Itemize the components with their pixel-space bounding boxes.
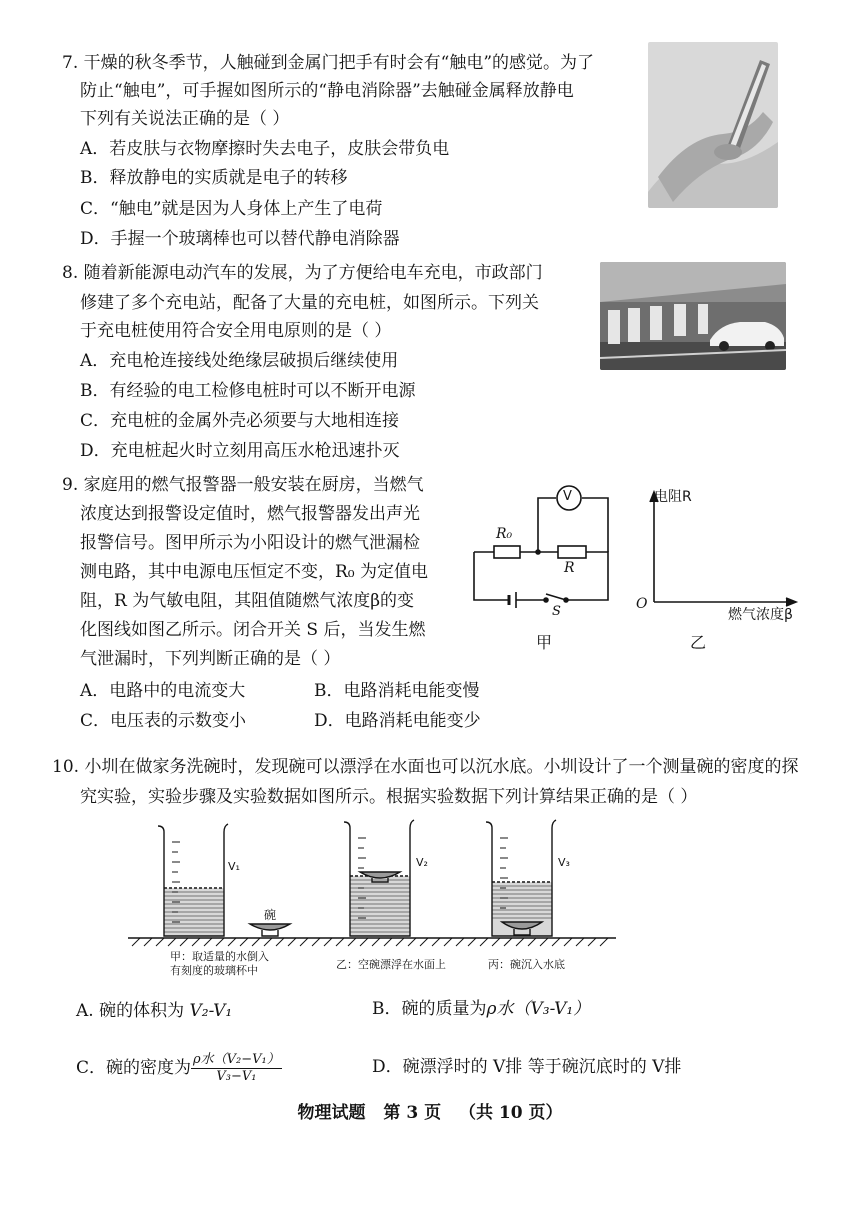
graph-caption: 乙 xyxy=(690,633,707,652)
q9-line-6: 化图线如图乙所示。闭合开关 S 后，当发生燃 xyxy=(80,620,426,640)
beaker-3 xyxy=(486,820,556,936)
v2-label: V₂ xyxy=(416,856,428,869)
q8-option-a: A．充电枪连接线处绝缘层破损后继续使用 xyxy=(80,351,399,371)
q10-option-a xyxy=(76,1000,232,1022)
footer-subject: 物理试题 xyxy=(297,1103,366,1123)
footer-page: 第 3 页 xyxy=(383,1103,442,1123)
q10-option-c-text: C．碗的密度为 xyxy=(76,1058,192,1078)
q8-line-2: 修建了多个充电站，配备了大量的充电桩，如图所示。下列关 xyxy=(80,293,539,313)
beaker-2-caption: 乙：空碗漂浮在水面上 xyxy=(336,958,446,971)
hand-holding-static-eliminator-icon xyxy=(648,42,778,208)
q10-line-2: 究实验，实验步骤及实验数据如图所示。根据实验数据下列计算结果正确的是（ ） xyxy=(80,787,698,807)
beakers-figure xyxy=(128,818,616,982)
q10-option-b xyxy=(372,998,590,1020)
beaker-1-caption xyxy=(170,950,269,978)
q10-line-1: 10. 小圳在做家务洗碗时，发现碗可以漂浮在水面也可以沉水底。小圳设计了一个测量碗的密度的探 xyxy=(52,757,799,777)
beaker-3-caption: 丙：碗沉入水底 xyxy=(488,958,565,971)
q10-option-a-text: A. 碗的体积为 xyxy=(76,1001,190,1021)
q9-line-5: 阻，R 为气敏电阻，其阻值随燃气浓度β的变 xyxy=(80,591,415,611)
q7-option-c: C．“触电”就是因为人身体上产生了电荷 xyxy=(80,199,383,219)
v3-label: V₃ xyxy=(558,856,570,869)
q7-line-2: 防止“触电”，可手握如图所示的“静电消除器”去触碰金属释放静电 xyxy=(80,81,574,101)
q10-option-c xyxy=(76,1050,282,1086)
q9-option-b: B．电路消耗电能变慢 xyxy=(314,681,480,701)
r0-label: R₀ xyxy=(496,526,513,542)
q7-line-1: 7. 干燥的秋冬季节，人触碰到金属门把手有时会有“触电”的感觉。为了 xyxy=(62,53,595,73)
footer-total: （共 10 页） xyxy=(459,1103,563,1123)
q9-line-7: 气泄漏时，下列判断正确的是（ ） xyxy=(80,649,341,669)
v1-label: V₁ xyxy=(228,860,240,873)
q9-option-c: C．电压表的示数变小 xyxy=(80,711,247,731)
page-footer xyxy=(0,1098,860,1123)
beaker-1-caption-line-2: 有刻度的玻璃杯中 xyxy=(170,964,258,977)
q9-line-2: 浓度达到报警设定值时，燃气报警器发出声光 xyxy=(80,504,420,524)
switch-label: S xyxy=(552,604,561,619)
circuit-diagram xyxy=(462,476,626,651)
q10-option-c-fraction xyxy=(191,1052,282,1085)
q7-line-3: 下列有关说法正确的是（ ） xyxy=(80,109,290,129)
q9-line-3: 报警信号。图甲所示为小阳设计的燃气泄漏检 xyxy=(80,533,420,553)
q10-option-d: D．碗漂浮时的 V排 等于碗沉底时的 V排 xyxy=(372,1057,682,1077)
r-label: R xyxy=(564,560,575,576)
circuit-caption: 甲 xyxy=(536,633,553,652)
charging-station-icon xyxy=(600,262,786,370)
q8-option-b: B．有经验的电工检修电桩时可以不断开电源 xyxy=(80,381,416,401)
q10-option-a-formula: V₂-V₁ xyxy=(189,1001,233,1021)
q8-option-d: D．充电桩起火时立刻用高压水枪迅速扑灭 xyxy=(80,441,400,461)
charging-station-photo xyxy=(600,262,786,370)
q10-option-c-denominator: V₃−V₁ xyxy=(216,1069,257,1084)
q10-option-b-text: B．碗的质量为 xyxy=(372,999,487,1019)
graph-origin: O xyxy=(636,596,648,612)
beaker-2 xyxy=(344,820,414,936)
graph-ylabel: 电阻R xyxy=(654,489,692,505)
q7-option-d: D．手握一个玻璃棒也可以替代静电消除器 xyxy=(80,229,400,249)
r-gas-sensor-resistor-icon xyxy=(558,546,586,558)
q8-option-c: C．充电桩的金属外壳必须要与大地相连接 xyxy=(80,411,400,431)
q7-option-a: A．若皮肤与衣物摩擦时失去电子，皮肤会带负电 xyxy=(80,139,450,159)
q9-option-a: A．电路中的电流变大 xyxy=(80,681,246,701)
bowl-icon xyxy=(250,924,290,930)
q9-line-4: 测电路，其中电源电压恒定不变，R₀ 为定值电 xyxy=(80,562,429,582)
bowl-label: 碗 xyxy=(264,908,277,922)
graph-xlabel: 燃气浓度β xyxy=(728,607,793,623)
resistance-graph xyxy=(632,486,814,651)
q9-option-d: D．电路消耗电能变少 xyxy=(314,711,481,731)
q9-line-1: 9. 家庭用的燃气报警器一般安装在厨房，当燃气 xyxy=(62,475,424,495)
static-eliminator-photo xyxy=(648,42,778,208)
beaker-1-caption-line-1: 甲：取适量的水倒入 xyxy=(170,950,269,963)
q10-option-c-numerator: ρ水（V₂−V₁） xyxy=(193,1052,280,1067)
q8-line-1: 8. 随着新能源电动汽车的发展，为了方便给电车充电，市政部门 xyxy=(62,263,543,283)
q8-line-3: 于充电桩使用符合安全用电原则的是（ ） xyxy=(80,321,392,341)
q7-option-b: B．释放静电的实质就是电子的转移 xyxy=(80,168,348,188)
switch-icon xyxy=(546,594,566,600)
voltmeter-label: V xyxy=(563,489,572,504)
r0-resistor-icon xyxy=(494,546,520,558)
q10-option-b-formula: ρ水（V₃-V₁） xyxy=(486,999,591,1019)
beaker-1 xyxy=(158,824,228,936)
